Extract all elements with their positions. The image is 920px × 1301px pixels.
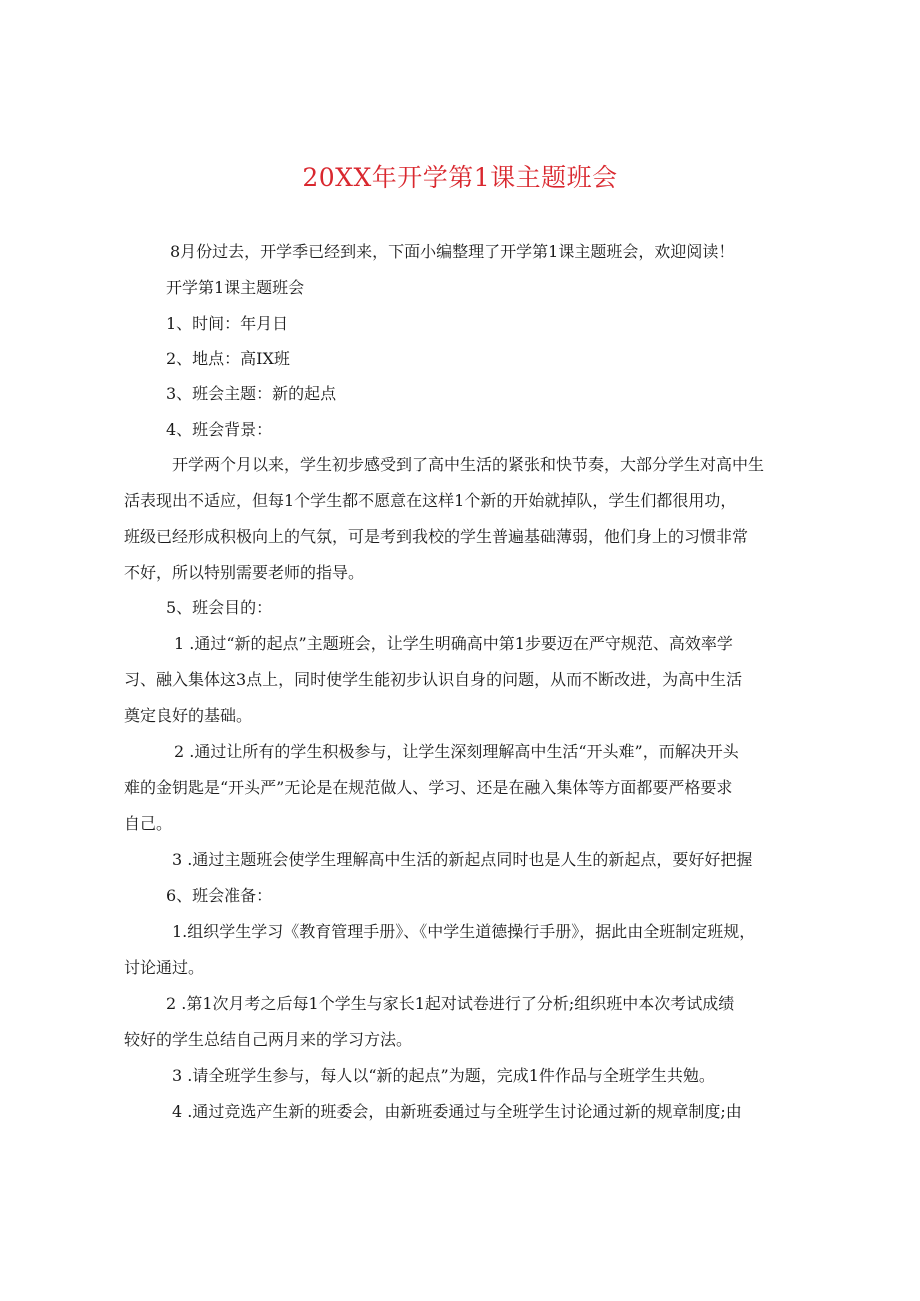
intro-text: 8月份过去，开学季已经到来，下面小编整理了开学第1课主题班会，欢迎阅读！ <box>170 242 735 261</box>
purpose-1-line-3: 奠定良好的基础。 <box>124 706 253 725</box>
purpose-1-line-2: 习、融入集体这3点上，同时使学生能初步认识自身的问题，从而不断改进，为高中生活 <box>124 670 743 689</box>
prep-2-line-1: 2 .第1次月考之后每1个学生与家长1起对试卷进行了分析;组织班中本次考试成绩 <box>166 994 735 1013</box>
background-line-1: 开学两个月以来，学生初步感受到了高中生活的紧张和快节奏，大部分学生对高中生 <box>172 455 765 474</box>
purpose-2-line-2: 难的金钥匙是“开头严”无论是在规范做人、学习、还是在融入集体等方面都要严格要求 <box>124 778 733 797</box>
document-title: 20XX年开学第1课主题班会 <box>302 163 618 192</box>
item-time: 1、时间：年月日 <box>166 314 289 333</box>
purpose-1-line-1: 1 .通过“新的起点”主题班会，让学生明确高中第1步要迈在严守规范、高效率学 <box>174 634 733 653</box>
purpose-heading: 5、班会目的： <box>166 598 273 617</box>
item-place: 2、地点：高IX班 <box>166 349 290 368</box>
prep-1-line-2: 讨论通过。 <box>124 958 205 977</box>
prep-2-line-2: 较好的学生总结自己两月来的学习方法。 <box>124 1030 413 1049</box>
background-line-4: 不好，所以特别需要老师的指导。 <box>124 563 365 582</box>
item-background-heading: 4、班会背景： <box>166 420 273 439</box>
item-theme: 3、班会主题：新的起点 <box>166 384 337 403</box>
purpose-2-line-3: 自己。 <box>124 814 173 833</box>
background-line-2: 活表现出不适应，但每1个学生都不愿意在这样1个新的开始就掉队，学生们都很用功， <box>124 491 737 510</box>
background-line-3: 班级已经形成积极向上的气氛，可是考到我校的学生普遍基础薄弱，他们身上的习惯非常 <box>124 527 749 546</box>
purpose-3: 3 .通过主题班会使学生理解高中生活的新起点同时也是人生的新起点，要好好把握 <box>172 850 753 869</box>
prep-heading: 6、班会准备： <box>166 886 273 905</box>
prep-1-line-1: 1.组织学生学习《教育管理手册》、《中学生道德操行手册》，据此由全班制定班规， <box>172 922 756 941</box>
prep-4: 4 .通过竞选产生新的班委会，由新班委通过与全班学生讨论通过新的规章制度;由 <box>172 1102 742 1121</box>
prep-3: 3 .请全班学生参与，每人以“新的起点”为题，完成1件作品与全班学生共勉。 <box>172 1066 715 1085</box>
subtitle: 开学第1课主题班会 <box>166 278 305 297</box>
purpose-2-line-1: 2 .通过让所有的学生积极参与，让学生深刻理解高中生活“开头难”，而解决开头 <box>174 742 739 761</box>
